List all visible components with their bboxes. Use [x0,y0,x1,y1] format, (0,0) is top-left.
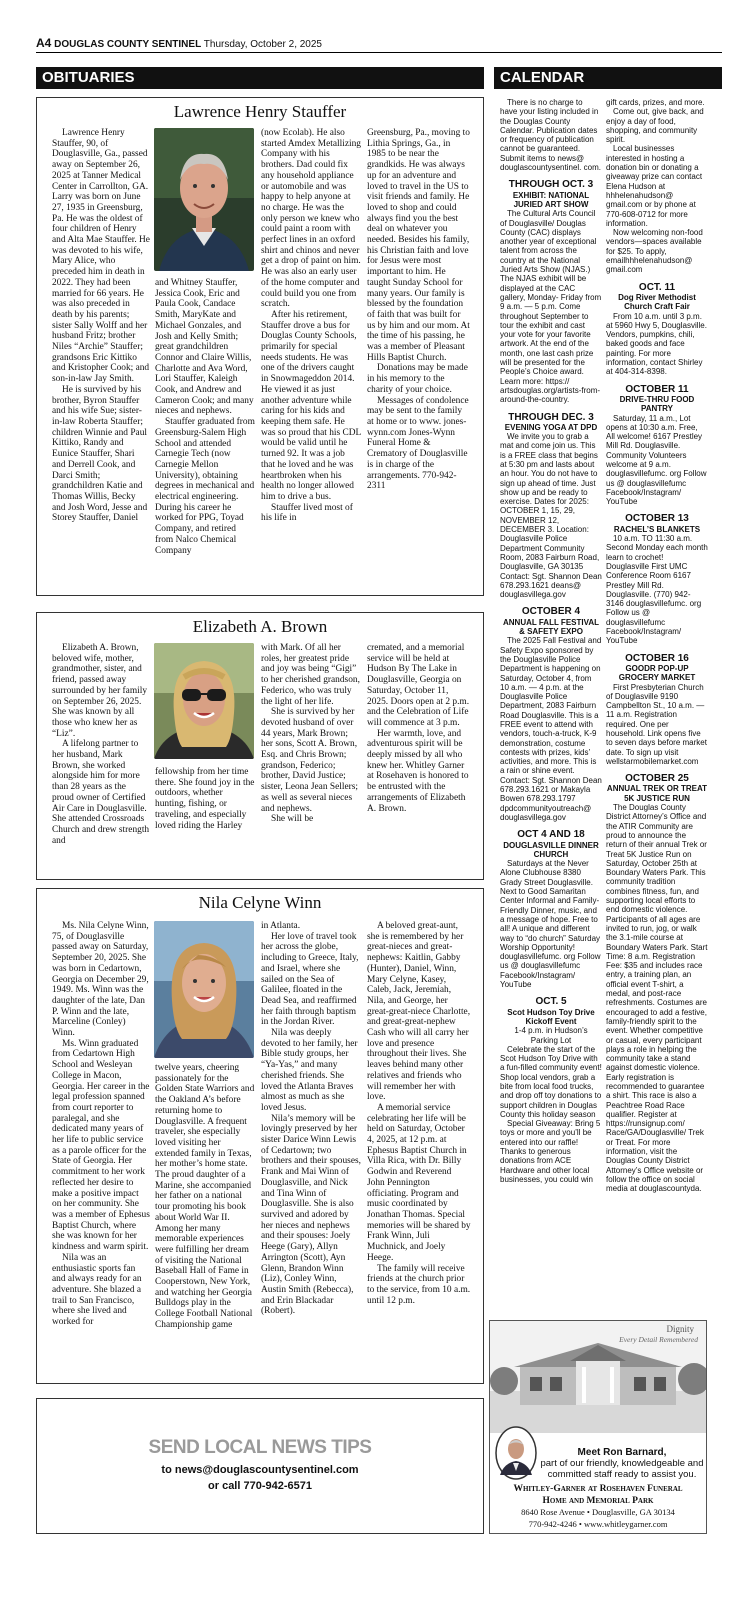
paragraph: cremated, and a memorial service will be held at Hudson By The Lake in Douglasville, Georgia on Saturday, October 11, 2025. Doors open at 2 p.m. and the Celebration of Life will commence at 3 p.m. [367,643,470,728]
obituary-winn [36,888,484,1384]
paragraph: Stauffer lived most of his life in [261,502,353,524]
event-title: GOODR POP-UP GROCERY MARKET [618,663,696,683]
event-body: Come out, give back, and enjoy a day of food, shopping, and community spirit. [606,107,704,145]
portrait-stauffer [154,128,254,271]
obituary-column [261,643,361,875]
brand-logo: Dignity [666,1324,694,1334]
paragraph: Nila’s memory will be lovingly preserved by her sister Darice Winn Lewis of Cedartown; two brothers and their spouses, Frank and Mai Winn of Douglasville, and Nick and Tina Winn of Douglasville. She is also survived and adored by her nieces and nephews and their spouses: Joely Heege (Gary), Allyn Arrington (Scott), Ayn Glenn, Brandon Winn (Liz), Conley Winn, Austin Smith (Rebecca), and Erin Blackadar (Robert). [261,1113,361,1317]
obituary-name: Elizabeth A. Brown [192,617,328,636]
event-body: The Douglas County District Attorney’s Office and the ATIR Community are proud to announce the return of their annual Trek or Treat 5K Justice Run on Saturday, October 25th at Boundary Waters Park. This community tradition combines fitness, fun, and supporting local efforts to end domestic violence. Participants of all ages are invited to run, jog, or walk the 3.1-mile course at Boundary Waters Park. Start Time: 8 a.m. Registration Fee: $35 and includes race entry, a training plan, an official event T-shirt, a medal, and post-race refreshments. Costumes are encouraged to add a festive, family-friendly spirit to the event. Whether competitive or casual, every participant plays a role in helping the community take a stand against domestic violence. Early registration is recommended to guarantee a shirt. This race is also a Peachtree Road Race qualifier. Register at https://runsignup.com/ Race/GA/Douglasville/ Trek or Treat. For more information, visit the Douglas County District Attorney’s Office website or follow the office on social media at douglascountyda. [606,803,708,1194]
paragraph: The family will receive friends at the church prior to the service, from 10 a.m. until 12 p.m. [367,1263,471,1306]
calendar-column-1 [500,98,602,1315]
obituary-name: Nila Celyne Winn [198,893,322,912]
event-title: ANNUAL TREK OR TREAT 5K JUSTICE RUN [606,784,708,803]
paragraph: He is survived by his brother, Byron Stauffer and his wife Sue; sister-in-law Roberta Stauffer; children Winnie and Paul Kittiko, Randy and Eunice Stauffer, Shari and Derrell Cook, and Darci Smith; grandchildren Katie and Thomas Willis, Becky and Josh Word, Jesse and Storey Stauffer, Daniel [52,384,148,524]
calendar-header: CALENDAR [494,67,722,89]
event-title: DOUGLASVILLE DINNER CHURCH [503,840,599,859]
event-date: OCTOBER 13 [625,513,689,525]
folio-rule [36,52,722,53]
paragraph: After his retirement, Stauffer drove a bus for Douglas County Schools, primarily for special needs students. He was one of the drivers caught in Snowmageddon 2014. He viewed it as just another adventure while caring for his kids and keeping them safe. He was so proud that his CDL would be valid until he turned 92. It was a job that he loved and he was heartbroken when his health no longer allowed him to drive a bus. [261,309,361,502]
publication-name: DOUGLAS COUNTY SENTINEL [54,39,202,50]
paragraph: She will be [271,814,314,825]
obituary-column [367,643,471,875]
page-number: A4 [36,36,52,50]
event-title: Scot Hudson Toy Drive Kickoff Event [507,1007,595,1026]
event-body: We invite you to grab a mat and come join us. This is a FREE class that begins at 5:30 pm and lasts about an hour. You do not have to sign up ahead of time. Just show up and be ready to exercise. Dates for 2025: OCTOBER 1, 15, 29, NOVEMBER 12, DECEMBER 3. Location: Douglasville Police Department Community Room, 2083 Fairburn Road, Douglasville, GA 30135 Contact: Sgt. Shannon Dean 678.293.1621 deans@ douglasvillega.gov [500,432,602,600]
funeral-home-contact[interactable]: 770-942-4246 • www.whitleygarner.com [528,1518,668,1529]
event-date: THROUGH OCT. 3 [508,179,594,191]
news-tips-phone: or call 770-942-6571 [208,1480,312,1492]
paragraph: twelve years, cheering passionately for the Golden State Warriors and the Oakland A’s before returning home to Douglasville. A frequent traveler, she especially loved visiting her extended family in Texas, her mother’s home state. The proud daughter of a Marine, she accompanied her father on a national tour promoting his book about World War II. Among her many memorable experiences were fulfilling her dream of visiting the National Baseball Hall of Fame in Cooperstown, New York, and watching her Georgia Bulldogs play in the College Football National Championship game [155,1063,255,1330]
event-date: OCT. 5 [535,996,567,1008]
folio [36,34,722,52]
paragraph: A beloved great-aunt, she is remembered by her great-nieces and great-nephews: Kaitlin, Gabby (Hunter), Daniel, Winn, Mary Celyne, Kasey, Caleb, Jack, Jeremiah, Nila, and George, her great-great-niece Charlotte, and great-great-nephew Cash who will all carry her love and presence throughout their lives. She leaves behind many other relatives and friends who will remember her with love. [367,921,471,1103]
event-body: gift cards, prizes, and more. [606,98,705,107]
calendar-event [500,607,602,636]
paragraph: Greensburg, Pa., moving to Lithia Springs, Ga., in 1985 to be near the grandkids. He was always up for an adventure and loved to travel in the US to visit friends and family. He loved to shop and could always find you the best deal on whatever you needed. Besides his family, his Christian faith and love for Jesus were most important to him. He taught Sunday School for many years. Our family is blessed by the foundation of faith that was built for us by him and our mom. At the time of his passing, he was a member of Pleasant Hills Baptist Church. [367,128,470,363]
paragraph: A memorial service celebrating her life will be held on Saturday, October 4, 2025, at 12 p.m. at Ephesus Baptist Church in Villa Rica, with Dr. Billy Godwin and Reverend John Pennington officiating. Program and music coordinated by Jonathan Thomas. Special memories will be shared by Frank Winn, Juli Muchnick, and Joely Heege. [367,1102,471,1263]
paragraph: Stauffer graduated from Greensburg-Salem High School and attended Carnegie Tech (now Carnegie Mellon University), obtaining degrees in mechanical and electrical engineering. During his career he worked for PPG, Toyad Company, and retired from Nalco Chemical Company [155,417,255,556]
event-title: EVENING YOGA AT DPD [504,422,598,432]
paragraph: A lifelong partner to her husband, Mark Brown, she worked alongside him for more than 28 years as the proud owner of Certified Air Care in Douglasville. She attended Crossroads Church and drew strength and [52,739,150,846]
event-date: OCT. 11 [638,281,676,293]
event-date: OCT 4 AND 18 [517,829,585,841]
obituary-stauffer [36,97,484,596]
obituary-column [261,921,361,1379]
obituary-name: Lawrence Henry Stauffer [173,102,347,121]
event-date: OCTOBER 4 [521,606,581,618]
event-body: From 10 a.m. until 3 p.m. at 5960 Hwy 5, Douglasville. Vendors, pumpkins, chili, baked goods and face painting. For more information, contact Shirley at 404-314-8398. [606,311,707,377]
event-body: Local businesses interested in hosting a donation bin or donating a giveaway prize can contact Elena Hudson at hhhelenahudson@ gmail.com or by phone at 770-608-0712 for more information. [606,144,703,228]
event-body: Special Giveaway: Bring 5 toys or more and you’ll be entered into our raffle! Thanks to generous donations from ACE Hardware and other local businesses, you could win [500,1119,601,1184]
portrait-brown [154,643,254,759]
portrait-winn [154,921,254,1058]
obituary-column [52,643,150,875]
event-title: ANNUAL FALL FESTIVAL & SAFETY EXPO [503,617,599,637]
ad-meet: Meet Ron Barnard, [577,1447,667,1458]
news-tips-email[interactable]: to news@douglascountysentinel.com [161,1464,359,1476]
calendar-event [606,385,708,414]
event-date: OCTOBER 11 [625,383,689,395]
obituary-column [367,921,471,1379]
paragraph: Nila was deeply devoted to her family, her Bible study groups, her “Ya-Yas,” and many cherished friends. She loved the Atlanta Braves almost as much as she loved Jesus. [261,1028,358,1113]
obituary-column [52,128,150,590]
funeral-home-address: 8640 Rose Avenue • Douglasville, GA 30134 [521,1507,675,1517]
calendar-event [606,283,708,312]
paragraph: in Atlanta. [261,921,301,931]
obituary-column [367,128,471,590]
calendar-event [500,413,602,433]
paragraph: and Whitney Stauffer, Jessica Cook, Eric and Paula Cook, Candace Smith, MaryKate and Michael Gonzales, and Josh and Kelly Smith; great grandchildren Connor and Claire Willis, Charlotte and Ava Word, Lori Stauffer, Kaleigh Cook, and Andrew and Cameron Cook; and many nieces and nephews. [155,278,254,417]
funeral-home-ad [489,1320,707,1534]
event-body: First Presbyterian Church of Douglasville 9190 Campbellton St., 10 a.m. — 11 a.m. Registration required. One per household. Link opens five to seven days before market date. To sign up visit wellstarmobilemarket.com [606,682,707,766]
obituary-column [52,921,150,1379]
paragraph: Lawrence Henry Stauffer, 90, of Douglasville, Ga., passed away on September 26, 2025 at Tanner Medical Center in Carrollton, GA. Larry was born on June 27, 1935 in Greensburg, Pa. He was the oldest of four children of Henry and Alta Mae Stauffer. He was devoted to his wife, Mary Alice, who preceded him in death in 2022. They had been married for 66 years. He was also preceded in death by his parents; sister Sally Wolff and her husband Fritz; brother Niles “Archie” Stauffer; grandsons Eric Kittiko and Kristopher Cook; and son-in-law Jay Smith. [52,128,150,385]
paragraph: Ms. Nila Celyne Winn, 75, of Douglasville passed away on Saturday, September 20, 2025. She was born in Cedartown, Georgia on December 29, 1949. Ms. Winn was the daughter of the late, Dan P. Winn and the late, Marceline (Conley) Winn. [52,921,149,1039]
calendar-event [500,830,602,859]
paragraph: Her love of travel took her across the globe, including to Greece, Italy, and Israel, where she sailed on the Sea of Galilee, floated in the Dead Sea, and reaffirmed her faith through baptism in the Jordan River. [261,931,359,1028]
calendar-event [500,997,602,1026]
event-date: OCTOBER 25 [625,773,689,785]
paragraph: Ms. Winn graduated from Cedartown High School and Wesleyan College in Macon, Georgia. Her career in the legal profession spanned from court reporter to paralegal, and she dedicated many years of her life to public service as a parole officer for the State of Georgia. Her commitment to her work reflected her desire to make a positive impact on her community. She was a member of Ephesus Baptist Church, where she was known for her kindness and warm spirit. [52,1038,150,1253]
paragraph: Messages of condolence may be sent to the family at home or to www. jones-wynn.com Jones-Wynn Funeral Home & Crematory of Douglasville is in charge of the arrangements. 770-942-2311 [367,395,469,492]
obituary-column [155,1063,255,1379]
calendar-intro: There is no charge to have your listing included in the Douglas County Calendar. Publication dates or frequency of publication cannot be guaranteed. Submit items to news@ douglascountysentinel. com. [500,98,601,173]
funeral-home-name-2: Home and Memorial Park [542,1495,654,1506]
obituary-column [155,278,255,590]
event-body: The Cultural Arts Council of Douglasville/ Douglas County (CAC) displays another year of exceptional talent from across the country at the National Juried Arts Show (NJAS.) The NJAS exhibit will be displayed at the CAC gallery, Monday- Friday from 9 a.m. — 5 p.m. Come throughout September to tour the exhibit and cast your vote for your favorite artwork. At the end of the month, one last cash prize will be presented for the People’s Choice award. Learn more: https:// artsdouglas.org/artists-from-around-the-country. [500,209,602,405]
obituary-column [155,767,255,875]
ad-description: part of our friendly, knowledgeable and committed staff ready to assist you. [540,1458,704,1480]
event-body: Celebrate the start of the Scot Hudson Toy Drive with a fun-filled community event! Shop local vendors, grab a bite from local food trucks, and drop off toy donations to support children in Douglas County this holiday season [500,1044,602,1119]
news-tips-headline: SEND LOCAL NEWS TIPS [148,1437,372,1458]
event-body: Now welcoming non-food vendors—spaces available for $25. To apply, emailhhhelenahudson@ gmail.com [606,228,703,275]
event-title: EXHIBIT: NATIONAL JURIED ART SHOW [512,190,590,209]
calendar-event [606,774,708,803]
obituaries-header: OBITUARIES [36,67,484,89]
news-tips-box [36,1398,484,1534]
event-date: OCTOBER 16 [625,652,689,664]
paragraph: Elizabeth A. Brown, beloved wife, mother, grandmother, sister, and friend, passed away surrounded by her family on September 26, 2025. She was known by all those who knew her as “Liz”. [52,643,148,739]
brand-tagline: Every Detail Remembered [619,1335,698,1344]
event-date: THROUGH DEC. 3 [508,411,594,423]
event-body: 1-4 p.m. in Hudson’s Parking Lot [514,1026,588,1045]
paragraph: (now Ecolab). He also started Amdex Metallizing Company with his brothers. Dad could fix any household appliance or automobile and was happy to help anyone at no charge. He was the only person we knew who could paint a room with perfect lines in an oxford shirt and chinos and never get a drop of paint on him. He was also an early user of the home computer and could build you one from scratch. [261,128,361,310]
issue-date: Thursday, October 2, 2025 [203,39,322,50]
calendar-event [606,654,708,683]
event-body: 10 a.m. TO 11:30 a.m. Second Monday each month learn to crochet! Douglasville First UMC Conference Room 6167 Prestley Mill Rd. Douglasville. (770) 942-3146 douglasvillefumc. org Follow us @ douglasvillefumc Facebook/Instagram/ YouTube [606,534,708,646]
calendar-event [500,180,602,209]
event-body: The 2025 Fall Festival and Safety Expo sponsored by the Douglasville Police Department is happening on Saturday, October 4, from 10 a.m. — 4 p.m. at the Douglasville Police Department, 2083 Fairburn Road Douglasville. This is a FREE event to attend with vendors, touch-a-truck, K-9 demonstration, costume contests with prizes, kids’ activities, and more. This is a rain or shine event. Contact: Sgt. Shannon Dean 678.293.1621 or Makayla Bowen 678.293.1797 dpdcommunityoutreach@ douglasvillega.gov [500,636,602,822]
ad-footer [490,1484,706,1530]
paragraph: She is survived by her devoted husband of over 44 years, Mark Brown; her sons, Scott A. Brown, Esq. and Chris Brown; grandson, Federico; brother, David Justice; sister, Leona Jean Sellers; as well as several nieces and nephews. [261,707,358,814]
event-title: DRIVE-THRU FOOD PANTRY [619,394,695,414]
calendar-event [606,514,708,534]
paragraph: Donations may be made in his memory to the charity of your choice. [367,363,468,395]
funeral-home-name: Whitley-Garner at Rosehaven Funeral [513,1484,683,1494]
event-title: RACHEL’S BLANKETS [613,524,701,534]
staff-portrait [494,1425,538,1481]
paragraph: Nila was an enthusiastic sports fan and always ready for an adventure. She blazed a trail to San Francisco, where she lived and worked for [52,1252,142,1328]
obituary-column [261,128,361,590]
obituary-brown [36,612,484,880]
paragraph: with Mark. Of all her roles, her greatest pride and joy was being “Gigi” to her cherished grandson, Federico, who was truly the light of her life. [261,643,360,707]
ad-message [540,1447,704,1480]
calendar-column-2 [606,98,708,1315]
paragraph: Her warmth, love, and adventurous spirit will be deeply missed by all who knew her. Whitley Garner at Rosehaven is honored to be entrusted with the arrangements of Elizabeth A. Brown. [367,728,469,814]
paragraph: fellowship from her time there. She found joy in the outdoors, whether hunting, fishing, or traveling, and especially loved riding the Harley [155,767,255,831]
event-title: Dog River Methodist Church Craft Fair [618,292,696,312]
event-body: Saturdays at the Never Alone Clubhouse 8380 Grady Street Douglasville. Next to Good Samaritan Center Informal and Family-Friendly Dinner, music, and a message of hope. Free to all! A unique and different way to “do church” Saturday Worship Opportunity! douglasvillefumc. org Follow us @ douglasvillefumc Facebook/Instagram/ YouTube [500,859,601,990]
event-body: Saturday, 11 a.m., Lot opens at 10:30 a.m. Free, All welcome! 6167 Prestley Mill Rd. Douglasville. Community Volunteers welcome at 9 a.m. douglasvillefumc. org Follow us @ douglasvillefumc Facebook/Instagram/ YouTube [606,413,707,507]
